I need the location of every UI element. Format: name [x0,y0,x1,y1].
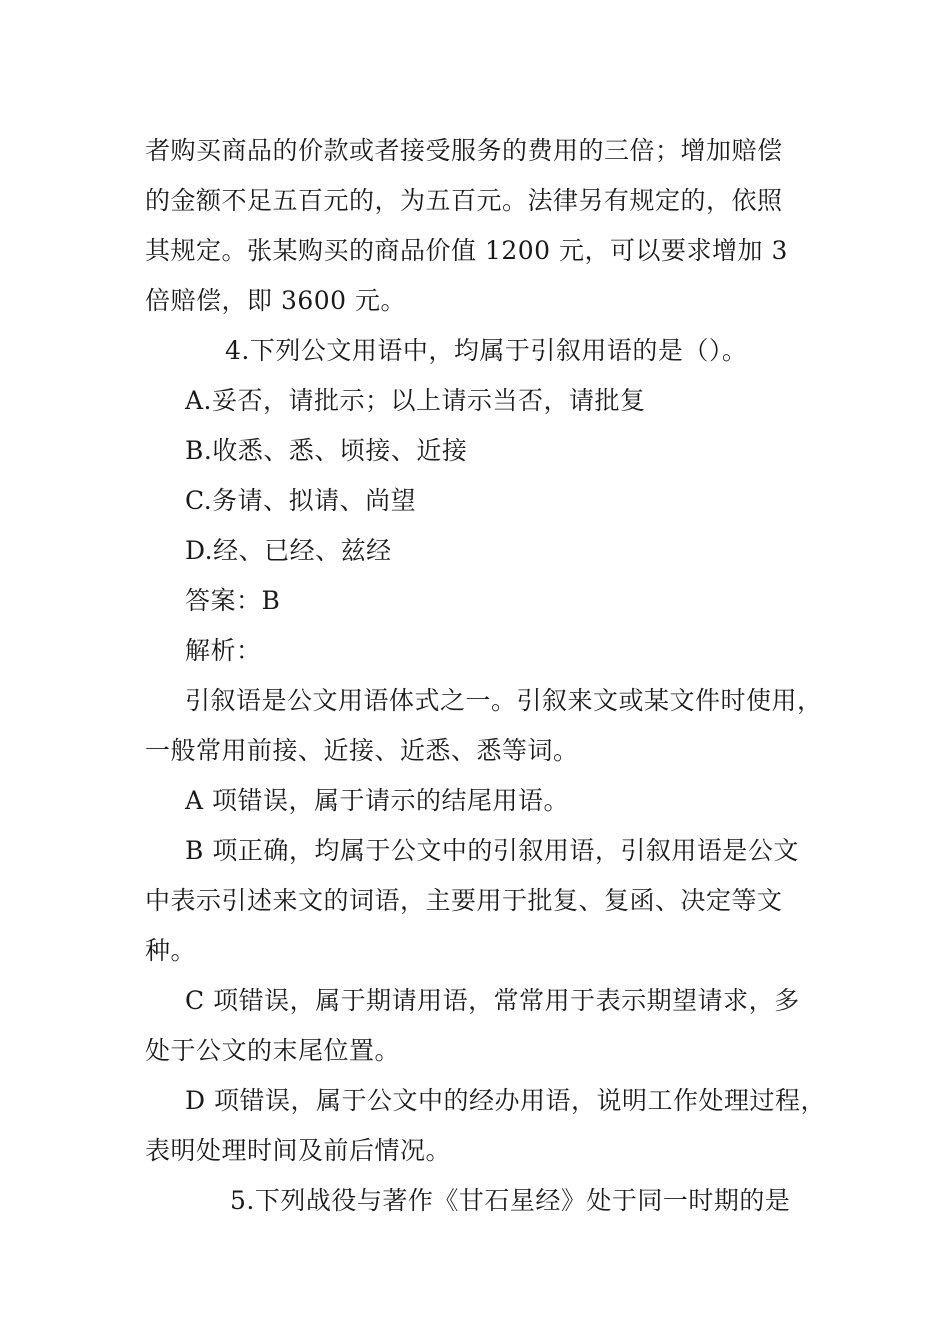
option-b-explanation: B 项正确，均属于公文中的引叙用语，引叙用语是公文 [185,836,799,865]
option-d-explanation: D 项错误，属于公文中的经办用语，说明工作处理过程， [185,1086,826,1115]
paragraph-line: 其规定。张某购买的商品价值 1200 元，可以要求增加 3 [145,236,788,265]
option-b-explanation: 中表示引述来文的词语，主要用于批复、复函、决定等文 [145,886,783,915]
question-4-stem: 4.下列公文用语中，均属于引叙用语的是（）。 [225,336,748,365]
option-d-explanation: 表明处理时间及前后情况。 [145,1136,452,1165]
option-a: A.妥否，请批示；以上请示当否，请批复 [185,386,646,415]
analysis-intro-line: 引叙语是公文用语体式之一。引叙来文或某文件时使用， [185,686,823,715]
option-c: C.务请、拟请、尚望 [185,486,417,515]
option-b: B.收悉、悉、顷接、近接 [185,436,468,465]
analysis-intro-line: 一般常用前接、近接、近悉、悉等词。 [145,736,579,765]
paragraph-line: 的金额不足五百元的，为五百元。法律另有规定的，依照 [145,186,783,215]
answer-line: 答案：B [185,586,281,615]
option-c-explanation: C 项错误，属于期请用语，常常用于表示期望请求，多 [185,986,800,1015]
paragraph-line: 倍赔偿，即 3600 元。 [145,286,407,315]
analysis-label: 解析： [185,636,262,665]
option-c-explanation: 处于公文的末尾位置。 [145,1036,401,1065]
option-a-explanation: A 项错误，属于请示的结尾用语。 [185,786,570,815]
paragraph-line: 者购买商品的价款或者接受服务的费用的三倍；增加赔偿 [145,136,783,165]
option-d: D.经、已经、兹经 [185,536,392,565]
option-b-explanation: 种。 [145,936,197,965]
question-5-stem: 5.下列战役与著作《甘石星经》处于同一时期的是 [230,1186,791,1215]
